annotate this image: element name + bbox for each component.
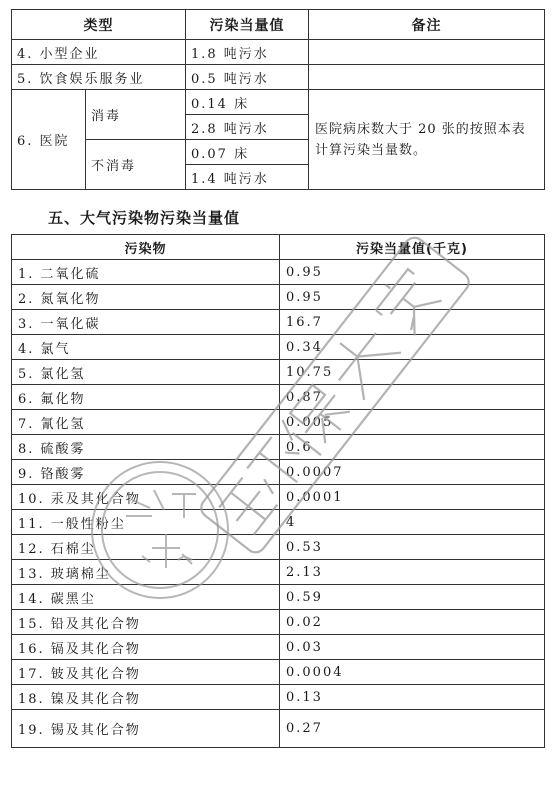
pollutant-name: 13. 玻璃棉尘 [12,560,280,585]
pollutant-value: 0.87 [280,385,545,410]
table-row [12,610,545,635]
pollutant-name: 11. 一般性粉尘 [12,510,280,535]
air-pollutant-rows [12,260,545,748]
row-note [309,65,545,90]
pollutant-value: 0.0004 [280,660,545,685]
header-type: 类型 [12,10,186,40]
pollutant-value: 16.7 [280,310,545,335]
pollutant-value: 0.27 [280,710,545,748]
header-pollutant: 污染物 [12,235,280,260]
header-value: 污染当量值 [186,10,309,40]
hospital-value: 0.07 床 [186,140,309,165]
water-pollutant-table [11,9,545,190]
pollutant-value: 0.0001 [280,485,545,510]
row-value: 0.5 吨污水 [186,65,309,90]
pollutant-value: 0.0007 [280,460,545,485]
table-row [12,65,545,90]
table-row [12,310,545,335]
hospital-value: 1.4 吨污水 [186,165,309,190]
pollutant-name: 17. 铍及其化合物 [12,660,280,685]
section-title: 五、大气污染物污染当量值 [48,209,241,227]
table-row [12,335,545,360]
table-row [12,40,545,65]
table-row [12,385,545,410]
table-row [12,660,545,685]
table-row [12,560,545,585]
pollutant-value: 2.13 [280,560,545,585]
pollutant-value: 0.53 [280,535,545,560]
table-row [12,460,545,485]
pollutant-name: 2. 氮氧化物 [12,285,280,310]
table-row [12,260,545,285]
row-type: 5. 饮食娱乐服务业 [12,65,186,90]
row-note [309,40,545,65]
table-row [12,635,545,660]
pollutant-value: 0.95 [280,260,545,285]
pollutant-name: 7. 氰化氢 [12,410,280,435]
pollutant-value: 0.02 [280,610,545,635]
pollutant-name: 4. 氯气 [12,335,280,360]
pollutant-value: 0.005 [280,410,545,435]
pollutant-value: 0.13 [280,685,545,710]
pollutant-name: 18. 镍及其化合物 [12,685,280,710]
pollutant-value: 0.34 [280,335,545,360]
table-row [12,360,545,385]
pollutant-value: 10.75 [280,360,545,385]
pollutant-name: 9. 铬酸雾 [12,460,280,485]
pollutant-name: 5. 氯化氢 [12,360,280,385]
table-header-row [12,10,545,40]
disinfect-label: 消毒 [86,90,186,140]
table-row [12,710,545,748]
header-equivalent: 污染当量值(千克) [280,235,545,260]
row-value: 1.8 吨污水 [186,40,309,65]
hospital-value: 2.8 吨污水 [186,115,309,140]
pollutant-name: 15. 铅及其化合物 [12,610,280,635]
pollutant-value: 0.59 [280,585,545,610]
pollutant-value: 0.95 [280,285,545,310]
hospital-note: 医院病床数大于 20 张的按照本表计算污染当量数。 [309,90,545,190]
table-row [12,585,545,610]
pollutant-name: 19. 锡及其化合物 [12,710,280,748]
table-row [12,485,545,510]
table-row [12,510,545,535]
pollutant-value: 0.6 [280,435,545,460]
table-row [12,410,545,435]
pollutant-value: 4 [280,510,545,535]
pollutant-name: 12. 石棉尘 [12,535,280,560]
pollutant-name: 16. 镉及其化合物 [12,635,280,660]
pollutant-name: 14. 碳黑尘 [12,585,280,610]
hospital-type: 6. 医院 [12,90,86,190]
header-note: 备注 [309,10,545,40]
table-row [12,285,545,310]
table-header-row [12,235,545,260]
hospital-value: 0.14 床 [186,90,309,115]
row-type: 4. 小型企业 [12,40,186,65]
air-pollutant-table [11,234,545,748]
pollutant-name: 10. 汞及其化合物 [12,485,280,510]
pollutant-name: 8. 硫酸雾 [12,435,280,460]
no-disinfect-label: 不消毒 [86,140,186,190]
pollutant-value: 0.03 [280,635,545,660]
table-row [12,435,545,460]
pollutant-name: 3. 一氧化碳 [12,310,280,335]
table-row [12,535,545,560]
table-row [12,685,545,710]
table-row [12,90,545,115]
pollutant-name: 1. 二氧化硫 [12,260,280,285]
pollutant-name: 6. 氟化物 [12,385,280,410]
